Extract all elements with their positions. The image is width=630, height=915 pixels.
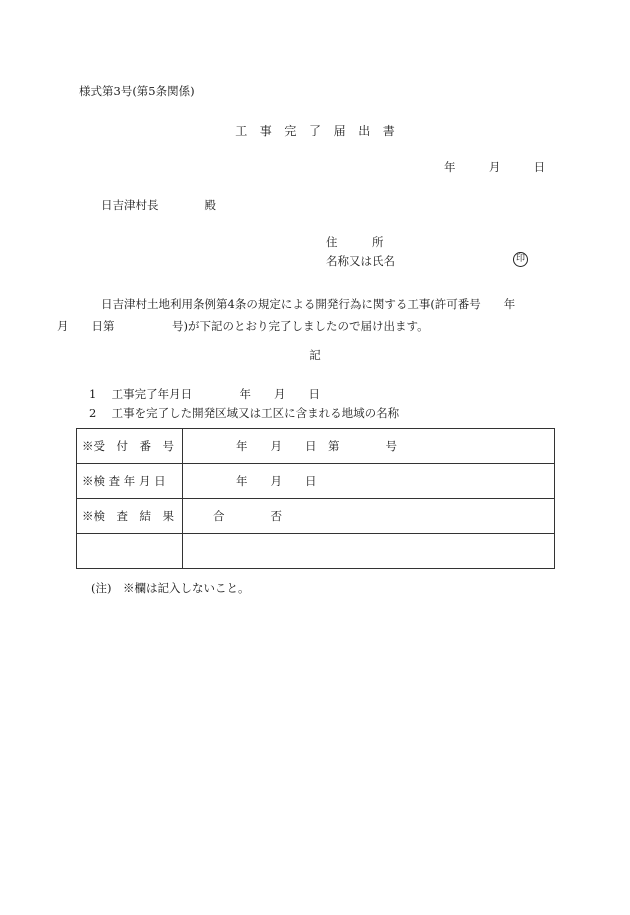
inspection-date-field: 年 月 日: [183, 464, 555, 499]
inspection-date-label: ※検 査 年 月 日: [77, 464, 183, 499]
table-row: [77, 499, 555, 534]
item-area-name: [89, 408, 399, 420]
addressee-honorific: 殿: [204, 198, 216, 212]
form-number-label: 様式第3号(第5条関係): [79, 84, 195, 98]
item-text: 工事を完了した開発区域又は工区に含まれる地域の名称: [111, 406, 400, 420]
applicant-address-label: 住 所: [326, 235, 384, 249]
body-line-1: 日吉津村土地利用条例第4条の規定による開発行為に関する工事(許可番号 年: [101, 297, 516, 311]
receipt-number-field: 年 月 日 第 号: [183, 429, 555, 464]
item-date-fields: 年 月 日: [239, 387, 320, 401]
date-year: 年: [444, 160, 456, 174]
date-day: 日: [533, 160, 546, 174]
item-number: 1: [89, 387, 97, 401]
ki-heading: 記: [309, 348, 321, 362]
date-month: 月: [488, 160, 501, 174]
seal-icon: 印: [513, 252, 528, 267]
item-completion-date: [89, 389, 320, 401]
applicant-name-label: 名称又は氏名: [326, 254, 395, 268]
body-line-2: 月 日第 号)が下記のとおり完了しましたので届け出ます。: [57, 319, 429, 333]
table-row: [77, 534, 555, 569]
addressee: [101, 200, 216, 212]
addressee-name: 日吉津村長: [101, 198, 159, 212]
item-number: 2: [89, 406, 97, 420]
footnote: (注) ※欄は記入しないこと。: [91, 581, 250, 595]
inspection-result-field: 合 否: [183, 499, 555, 534]
blank-label-cell: [77, 534, 183, 569]
item-text: 工事完了年月日: [111, 387, 193, 401]
office-use-table: [76, 428, 555, 569]
notification-body: [57, 293, 539, 337]
submission-date: [444, 162, 545, 174]
receipt-number-label: ※受 付 番 号: [77, 429, 183, 464]
inspection-result-label: ※検 査 結 果: [77, 499, 183, 534]
table-row: [77, 429, 555, 464]
blank-value-cell: [183, 534, 555, 569]
document-title: 工事完了届出書: [235, 124, 408, 138]
table-row: [77, 464, 555, 499]
